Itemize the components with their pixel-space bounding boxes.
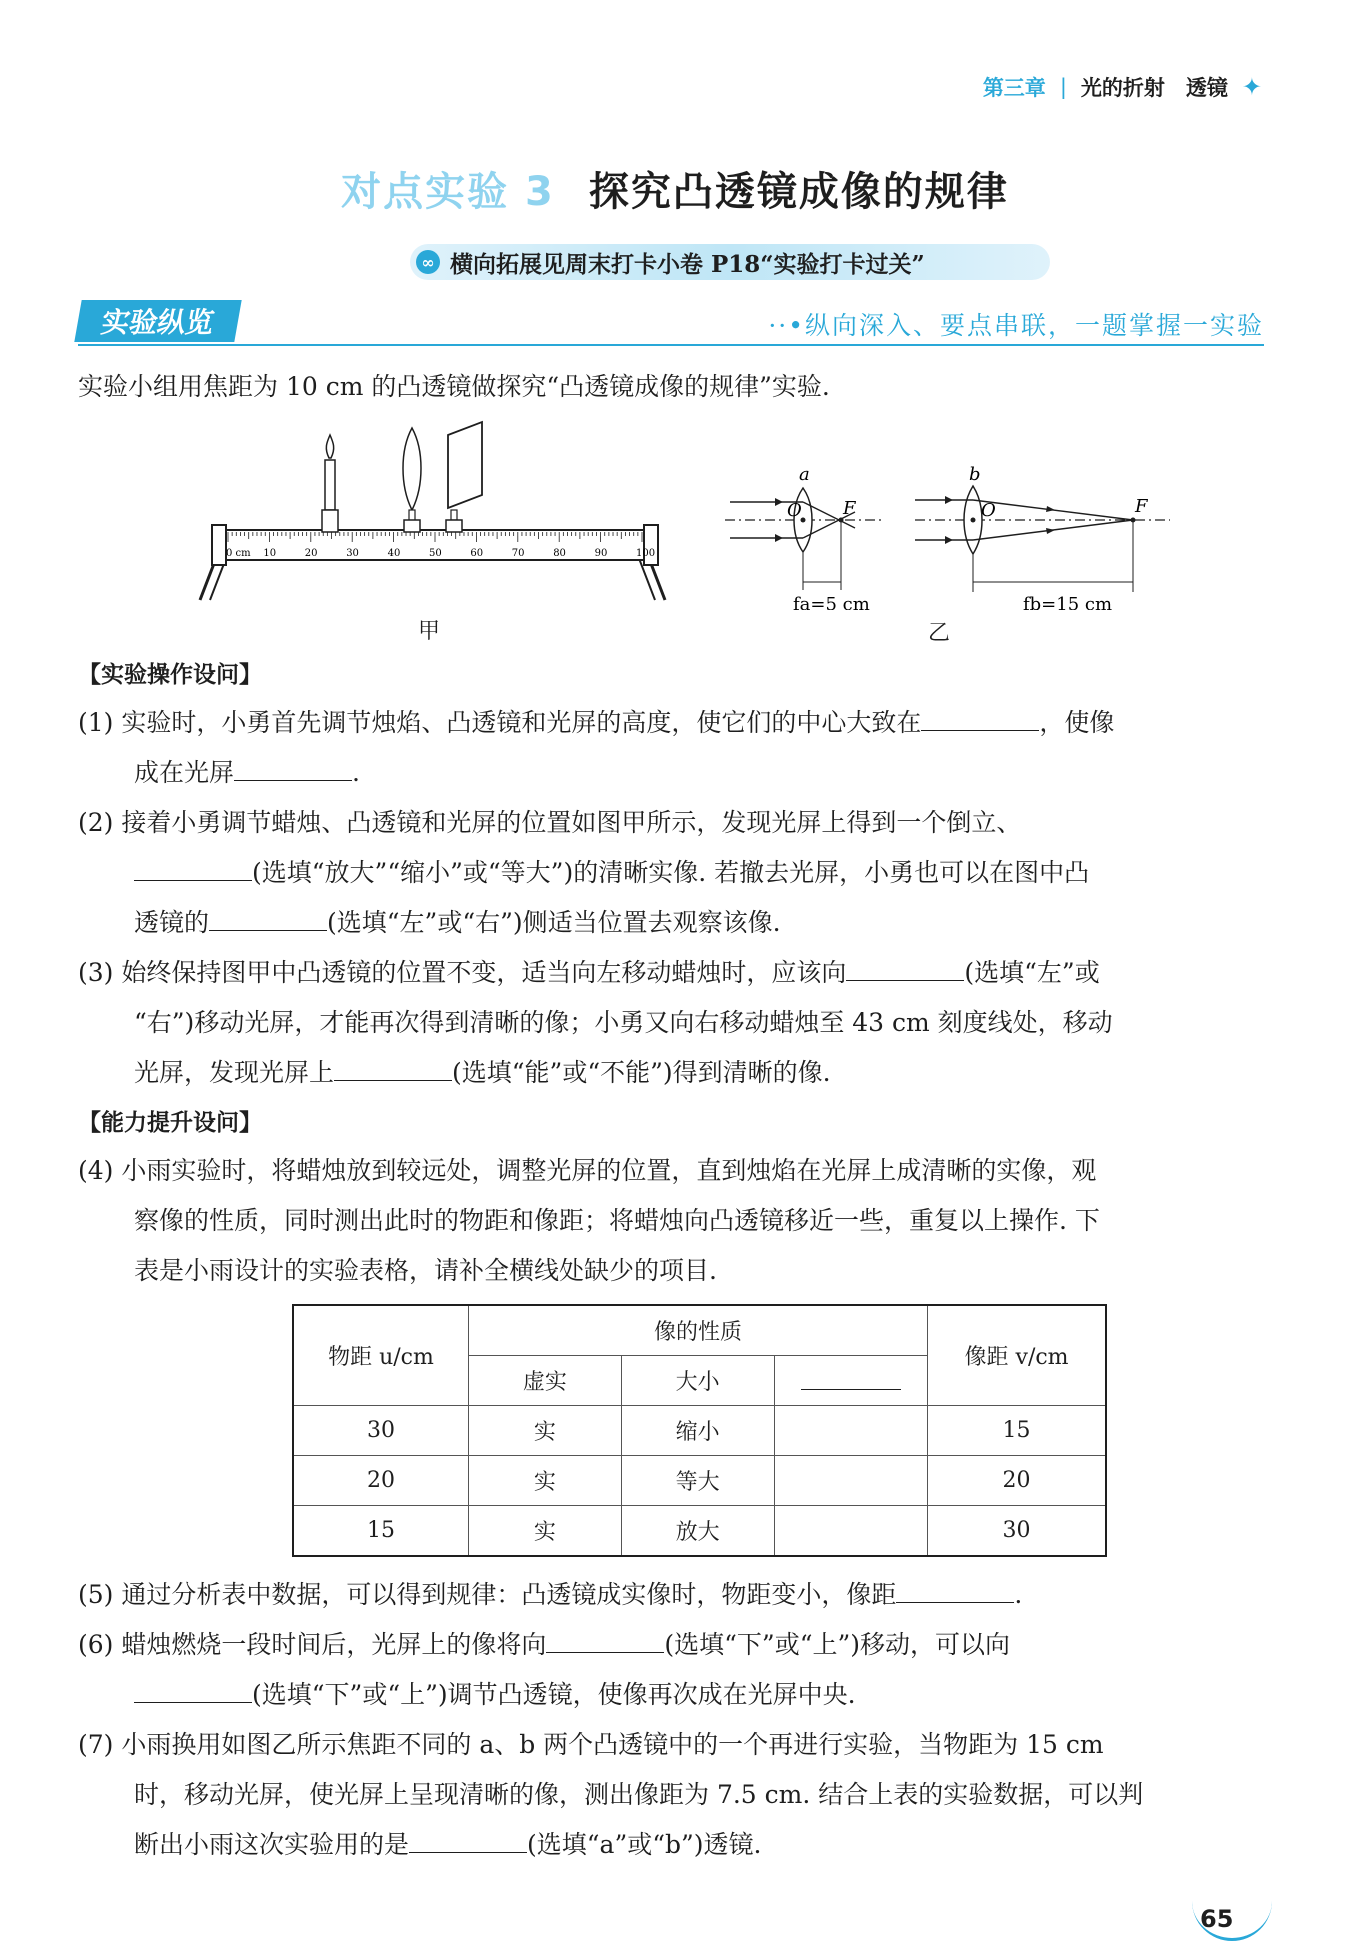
lens-b-focal-label: fb=15 cm <box>1023 594 1113 610</box>
section-tab-label: 实验纵览 <box>98 306 217 339</box>
q4-text-c: 表是小雨设计的实验表格，请补全横线处缺少的项目. <box>134 1256 717 1285</box>
q6-blank-2[interactable] <box>134 1678 252 1703</box>
part2-heading: 【能力提升设问】 <box>78 1110 262 1136</box>
q1-text-c: 成在光屏 <box>134 758 235 787</box>
figure-yi-caption: 乙 <box>928 621 951 646</box>
q6-text-b: (选填“下”或“上”)移动，可以向 <box>664 1630 1011 1659</box>
lens-a-center-label: O <box>787 500 802 521</box>
flame <box>326 435 333 458</box>
table-row <box>293 1506 1106 1557</box>
lens-b-name: b <box>969 464 981 485</box>
lens-holder <box>404 520 420 532</box>
part1-heading: 【实验操作设问】 <box>78 662 262 688</box>
light-screen <box>446 422 482 532</box>
q2-blank-1[interactable] <box>134 856 252 881</box>
q2-text-a: 接着小勇调节蜡烛、凸透镜和光屏的位置如图甲所示，发现光屏上得到一个倒立、 <box>121 808 1022 837</box>
chapter-header <box>983 72 1262 102</box>
q3-num: (3) <box>78 958 114 987</box>
candle <box>322 435 338 532</box>
question-3 <box>78 948 1270 1098</box>
section-divider <box>78 344 1264 346</box>
link-icon: ∞ <box>416 250 440 274</box>
figure-jia-optical-bench <box>190 420 690 610</box>
lens-b-arrow-top <box>945 496 953 504</box>
q1-text-d: . <box>352 758 360 787</box>
q2-blank-2[interactable] <box>209 906 327 931</box>
q6-blank-1[interactable] <box>546 1628 664 1653</box>
q7-num: (7) <box>78 1730 114 1759</box>
header-missing-item[interactable] <box>774 1356 928 1406</box>
question-7 <box>78 1720 1270 1870</box>
header-object-distance: 物距 u/cm <box>293 1305 468 1406</box>
table-header-row <box>293 1305 1106 1356</box>
page-title <box>0 160 1350 217</box>
rail-label: 60 <box>470 548 484 559</box>
table-blank[interactable] <box>801 1365 901 1390</box>
lens-b-arrow-bottom <box>945 536 953 544</box>
q6-text-c: (选填“下”或“上”)调节凸透镜，使像再次成在光屏中央. <box>252 1680 856 1709</box>
rail-label: 10 <box>263 548 277 559</box>
q7-blank[interactable] <box>409 1828 527 1853</box>
cell-empty <box>774 1406 928 1456</box>
table-row <box>293 1456 1106 1506</box>
question-5 <box>78 1570 1270 1620</box>
q1-text-a: 实验时，小勇首先调节烛焰、凸透镜和光屏的高度，使它们的中心大致在 <box>121 708 922 737</box>
rail-end-right <box>644 525 658 565</box>
rail-label: 70 <box>511 548 525 559</box>
q3-text-b: (选填“左”或 <box>964 958 1100 987</box>
figure-jia-caption: 甲 <box>418 619 441 644</box>
candle-body <box>325 460 335 510</box>
lens-b-arrow-refract-top <box>1046 506 1055 512</box>
lens-b-center <box>971 518 976 523</box>
rail-label: 0 cm <box>226 548 251 559</box>
lens-b-focus <box>1131 518 1136 523</box>
q3-text-e: (选填“能”或“不能”)得到清晰的像. <box>452 1058 831 1087</box>
header-size: 大小 <box>621 1356 774 1406</box>
page-number: 65 <box>1200 1905 1234 1933</box>
q5-text-b: . <box>1014 1580 1023 1609</box>
convex-lens <box>403 428 421 532</box>
cross-reference-banner <box>410 244 1050 280</box>
section-subtitle: ··•纵向深入、要点串联，一题掌握一实验 <box>768 311 1264 340</box>
cell-real: 实 <box>468 1406 621 1456</box>
rail-label: 40 <box>387 548 401 559</box>
lens-a-focal-label: fa=5 cm <box>793 594 870 610</box>
lens-body <box>403 428 421 510</box>
lens-b-diagram <box>915 464 1170 610</box>
q1-num: (1) <box>78 708 114 737</box>
chapter-label: 第三章 <box>982 76 1046 100</box>
lens-b-arrow-refract-bottom <box>1046 528 1055 534</box>
question-2 <box>78 798 1270 948</box>
rail-label: 80 <box>553 548 566 559</box>
screen-holder <box>446 520 462 532</box>
q2-text-b: (选填“放大”“缩小”或“等大”)的清晰实像. 若撤去光屏，小勇也可以在图中凸 <box>252 858 1090 887</box>
q2-text-d: (选填“左”或“右”)侧适当位置去观察该像. <box>327 908 781 937</box>
section-subtitle-text: 纵向深入、要点串联，一题掌握一实验 <box>804 311 1264 340</box>
q2-num: (2) <box>78 808 114 837</box>
question-4 <box>78 1146 1270 1296</box>
lens-a-name: a <box>799 464 810 485</box>
question-6 <box>78 1620 1270 1720</box>
header-image-distance: 像距 v/cm <box>928 1305 1106 1406</box>
screen-stem <box>451 510 457 520</box>
rail-label: 20 <box>304 548 318 559</box>
section-tab <box>74 300 241 342</box>
q1-text-b: ，使像 <box>1039 708 1115 737</box>
cell-real: 实 <box>468 1456 621 1506</box>
banner-text: 横向拓展见周末打卡小卷 P18“实验打卡过关” <box>450 250 925 278</box>
screen-panel <box>448 422 482 508</box>
cell-u: 15 <box>293 1506 468 1557</box>
q3-text-a: 始终保持图甲中凸透镜的位置不变，适当向左移动蜡烛时，应该向 <box>121 958 847 987</box>
cell-u: 20 <box>293 1456 468 1506</box>
q5-num: (5) <box>78 1580 114 1609</box>
rail-label: 50 <box>429 548 442 559</box>
q6-num: (6) <box>78 1630 114 1659</box>
q3-text-d: 光屏，发现光屏上 <box>134 1058 335 1087</box>
q7-text-d: (选填“a”或“b”)透镜. <box>527 1830 762 1859</box>
header-real-virtual: 虚实 <box>468 1356 621 1406</box>
figure-yi-lenses <box>725 460 1170 610</box>
cell-empty <box>774 1506 928 1557</box>
cell-v: 30 <box>928 1506 1106 1557</box>
rail-label: 90 <box>594 548 608 559</box>
q4-text-a: 小雨实验时，将蜡烛放到较远处，调整光屏的位置，直到烛焰在光屏上成清晰的实像，观 <box>121 1156 1097 1185</box>
q4-text-b: 察像的性质，同时测出此时的物距和像距；将蜡烛向凸透镜移近一些，重复以上操作. 下 <box>134 1206 1100 1235</box>
cell-v: 15 <box>928 1406 1106 1456</box>
q7-text-a: 小雨换用如图乙所示焦距不同的 a、b 两个凸透镜中的一个再进行实验，当物距为 15 cm <box>121 1730 1104 1759</box>
candle-holder <box>322 510 338 532</box>
cell-size: 等大 <box>621 1456 774 1506</box>
rail-end-left <box>212 525 226 565</box>
question-1 <box>78 698 1270 798</box>
q1-blank-2[interactable] <box>234 756 352 781</box>
q2-text-c: 透镜的 <box>134 908 210 937</box>
q3-blank-1[interactable] <box>846 956 964 981</box>
rail-label: 30 <box>346 548 359 559</box>
lens-a-focus-label: F <box>843 498 856 519</box>
q6-text-a: 蜡烛燃烧一段时间后，光屏上的像将向 <box>121 1630 547 1659</box>
chapter-topic: 光的折射 透镜 <box>1080 76 1228 100</box>
cell-size: 缩小 <box>621 1406 774 1456</box>
q7-text-b: 时，移动光屏，使光屏上呈现清晰的像，测出像距为 7.5 cm. 结合上表的实验数据，可以判 <box>134 1780 1144 1809</box>
q1-blank-1[interactable] <box>921 706 1039 731</box>
header-separator: | <box>1059 75 1067 99</box>
cell-real: 实 <box>468 1506 621 1557</box>
intro-text: 实验小组用焦距为 10 cm 的凸透镜做探究“凸透镜成像的规律”实验. <box>78 372 830 401</box>
q5-blank[interactable] <box>896 1578 1014 1603</box>
q3-text-c: “右”)移动光屏，才能再次得到清晰的像；小勇又向右移动蜡烛至 43 cm 刻度线处，移动 <box>134 1008 1113 1037</box>
experiment-number: 对点实验 3 <box>341 169 555 215</box>
cell-v: 20 <box>928 1456 1106 1506</box>
q7-text-c: 断出小雨这次实验用的是 <box>134 1830 410 1859</box>
rail-label: 100 <box>636 548 656 559</box>
q4-num: (4) <box>78 1156 114 1185</box>
experiment-table <box>292 1304 1107 1557</box>
q3-blank-2[interactable] <box>334 1056 452 1081</box>
header-image-nature: 像的性质 <box>468 1305 927 1356</box>
lens-b-focus-label: F <box>1135 496 1148 517</box>
cell-size: 放大 <box>621 1506 774 1557</box>
experiment-name: 探究凸透镜成像的规律 <box>588 169 1009 215</box>
lens-b-center-label: O <box>981 500 996 521</box>
sparkle-icon: ✦ <box>1241 73 1262 101</box>
lens-a-diagram <box>725 464 885 610</box>
lens-a-arrow-top <box>775 498 783 506</box>
cell-empty <box>774 1456 928 1506</box>
lens-a-arrow-bottom <box>775 534 783 542</box>
table-row <box>293 1406 1106 1456</box>
cell-u: 30 <box>293 1406 468 1456</box>
q5-text-a: 通过分析表中数据，可以得到规律：凸透镜成实像时，物距变小，像距 <box>121 1580 897 1609</box>
